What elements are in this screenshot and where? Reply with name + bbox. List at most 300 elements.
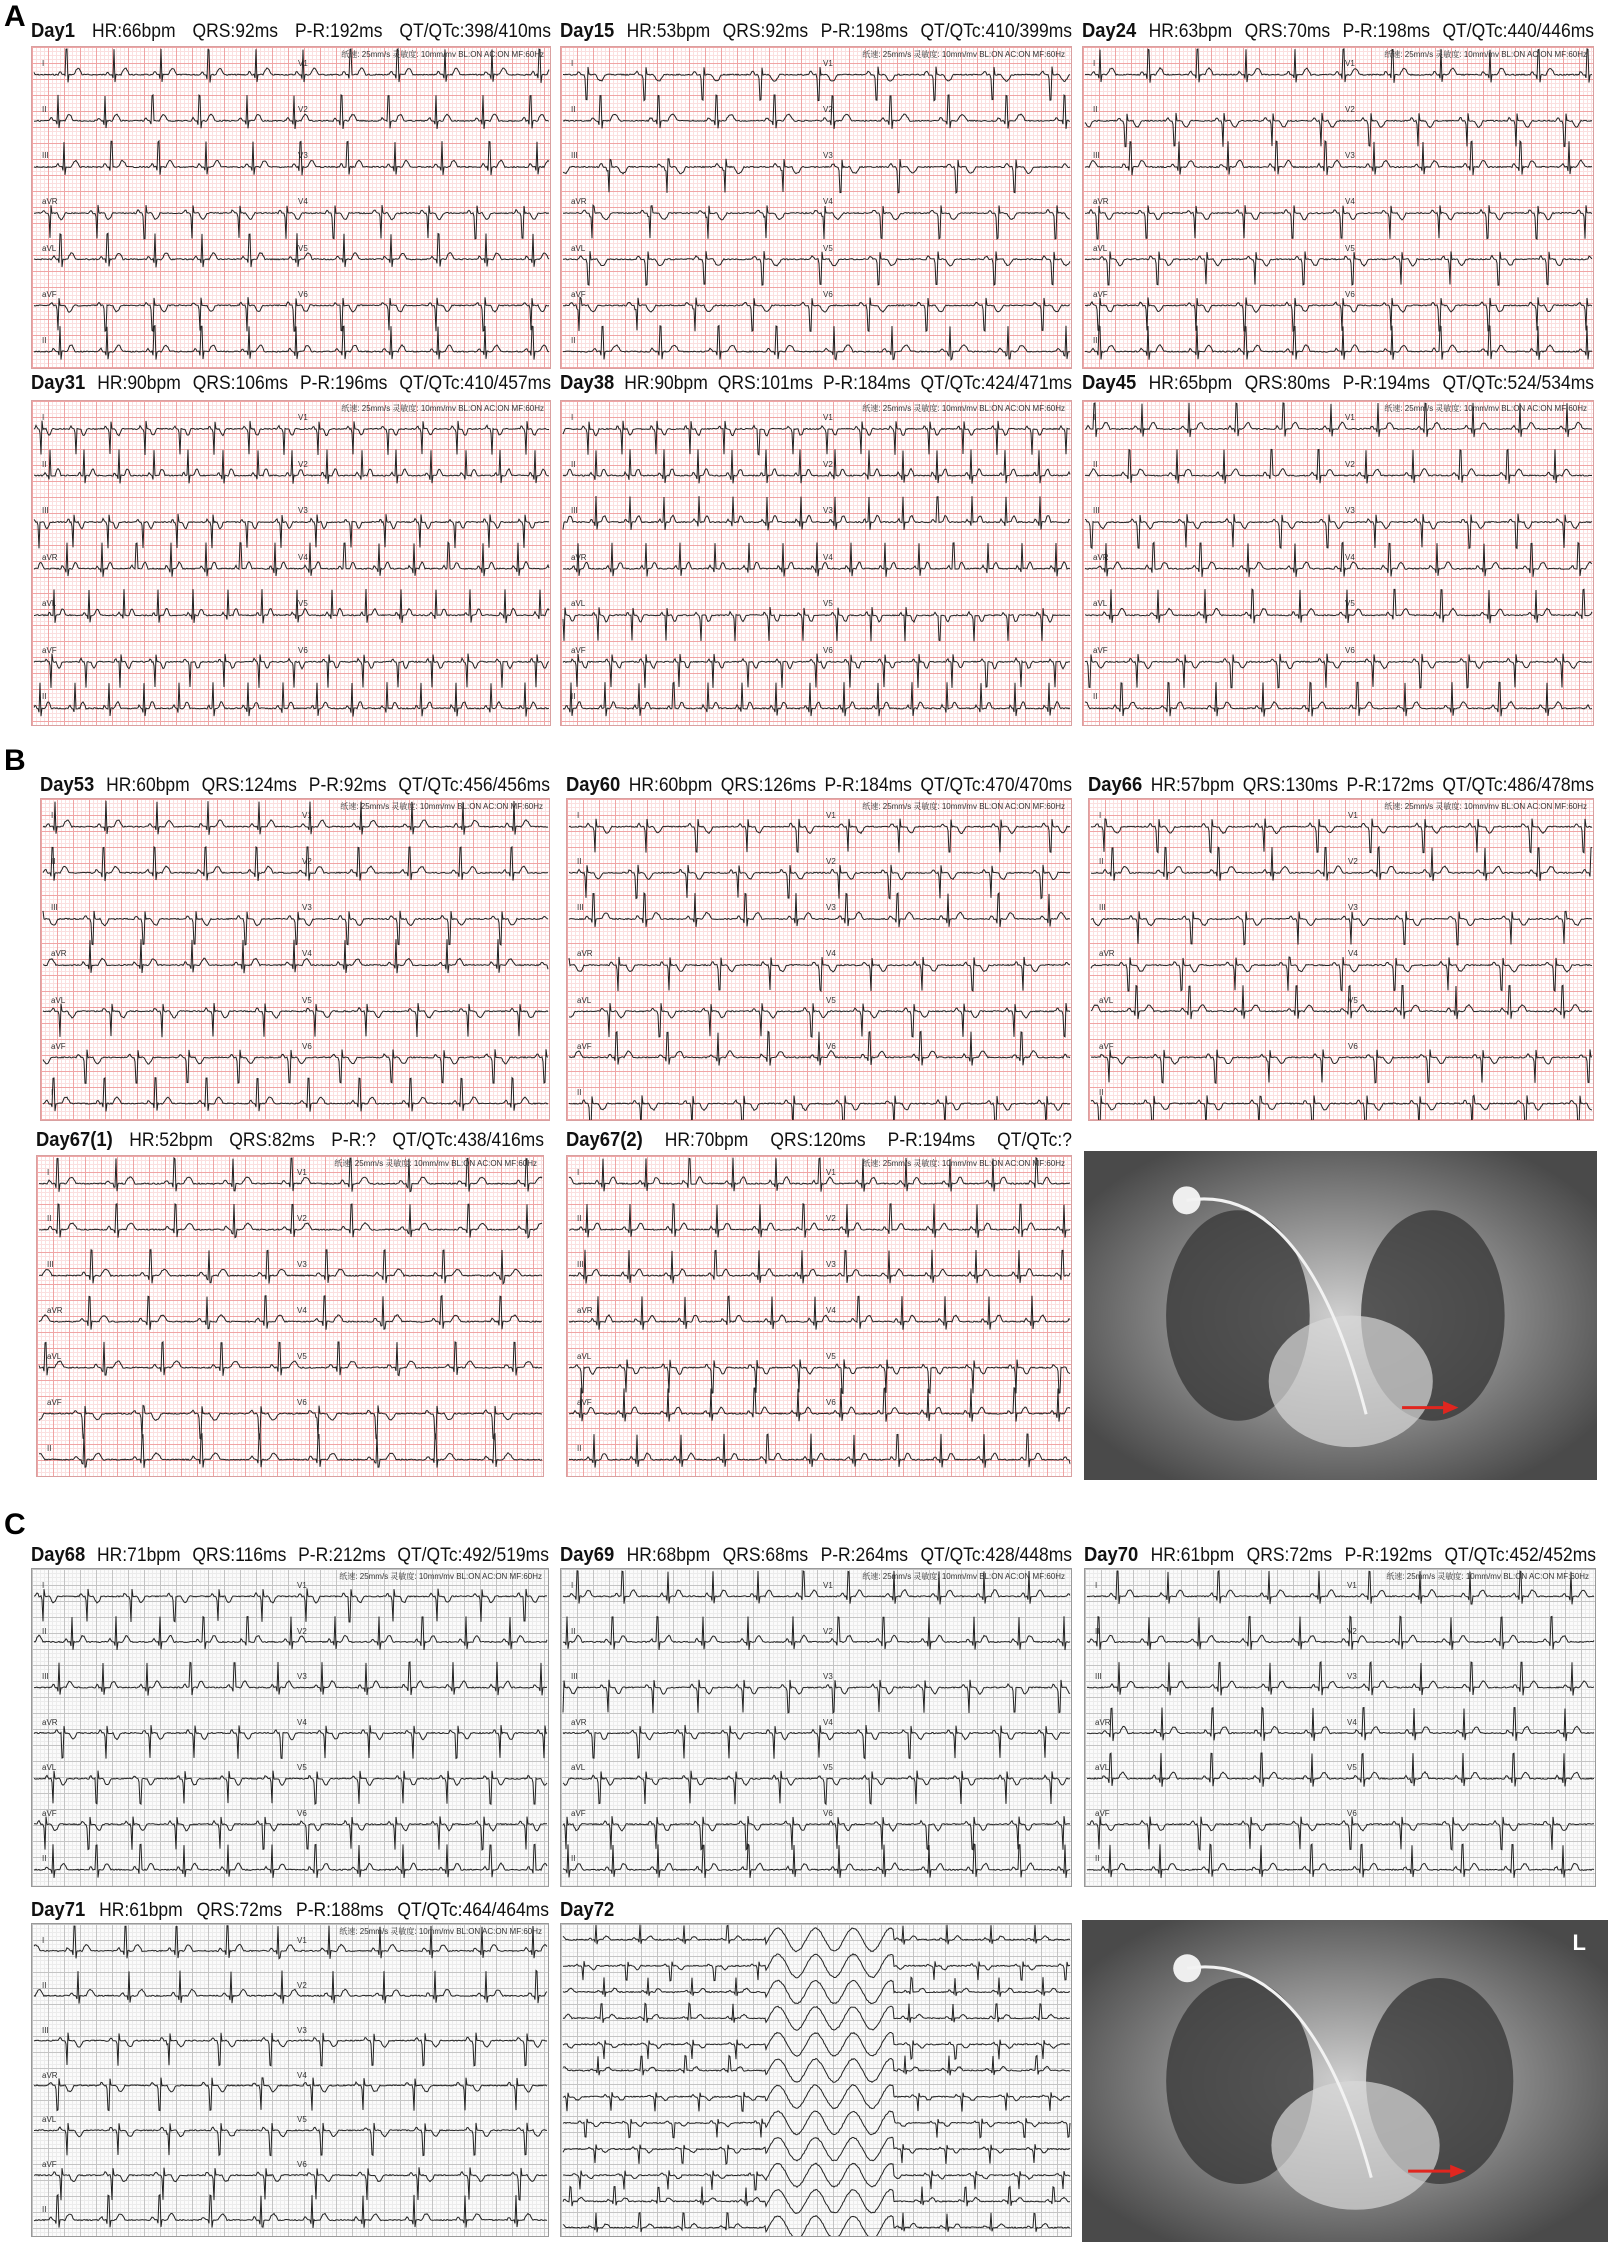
- lead-label: II: [42, 335, 47, 345]
- ecg-waveforms: [1083, 401, 1594, 726]
- lead-label: aVR: [51, 949, 67, 959]
- lead-trace: [563, 95, 1070, 129]
- ecg-qrs-label: QRS:120ms: [770, 1130, 866, 1151]
- lead-label: aVF: [1093, 289, 1108, 299]
- lead-trace: [34, 1771, 547, 1805]
- ecg-qrs-label: QRS:80ms: [1244, 373, 1331, 394]
- lead-label: I: [1095, 1581, 1098, 1590]
- lead-trace: [569, 893, 1070, 927]
- ecg-day-label: Day67(1): [36, 1129, 113, 1151]
- lead-trace: [43, 1049, 548, 1083]
- lead-label: V1: [298, 413, 308, 422]
- ecg-settings-text: 纸速: 25mm/s 灵敏度: 10mm/mv BL:ON AC:ON MF:60Hz: [862, 1572, 1065, 1581]
- lead-label: I: [47, 1168, 50, 1177]
- ecg-qt-label: QT/QTc:398/410ms: [399, 21, 551, 42]
- lead-label: V2: [1347, 1626, 1357, 1636]
- ecg-waveforms: [32, 1924, 549, 2237]
- ecg-day-label: Day60: [566, 774, 621, 796]
- lead-label: I: [571, 413, 574, 422]
- lead-trace: [1091, 847, 1592, 881]
- lead-label: III: [1093, 151, 1100, 161]
- ecg-waveforms: [37, 1156, 544, 1477]
- lead-label: II: [1095, 1626, 1100, 1636]
- lead-label: aVF: [571, 289, 586, 299]
- lead-trace: [1087, 1708, 1594, 1742]
- lead-trace: [563, 67, 1070, 101]
- ecg-qt-label: QT/QTc:464/464ms: [397, 1900, 549, 1921]
- lead-trace: [569, 1434, 1070, 1468]
- radiograph-image: [1084, 1151, 1597, 1480]
- lead-trace: [563, 1954, 1070, 1981]
- lead-trace: [34, 1816, 547, 1850]
- lead-trace: [34, 1662, 547, 1696]
- lead-label: V3: [302, 903, 312, 913]
- lead-trace: [1085, 403, 1592, 437]
- lead-label: II: [571, 1854, 576, 1864]
- ecg-settings-text: 纸速: 25mm/s 灵敏度: 10mm/mv BL:ON AC:ON MF:60Hz: [341, 404, 544, 413]
- lead-trace: [563, 1571, 1070, 1605]
- lead-label: V3: [1347, 1672, 1357, 1682]
- ecg-header: [40, 774, 550, 797]
- chest-xray-day67: [1084, 1151, 1597, 1480]
- ecg-tracing: [40, 798, 550, 1121]
- ecg-pr-label: P-R:194ms: [887, 1130, 976, 1151]
- lead-trace: [34, 233, 549, 267]
- ecg-qt-label: QT/QTc:524/534ms: [1442, 373, 1594, 394]
- ecg-qrs-label: QRS:130ms: [1242, 775, 1338, 796]
- lead-label: aVF: [571, 645, 586, 655]
- lead-trace: [39, 1296, 542, 1330]
- lead-trace: [563, 1771, 1070, 1805]
- lead-label: V4: [826, 1306, 836, 1315]
- lead-label: V3: [823, 151, 833, 161]
- ecg-header: [566, 774, 1072, 797]
- lead-trace: [569, 957, 1070, 991]
- lead-label: aVR: [571, 1717, 587, 1727]
- lead-label: aVR: [577, 1306, 593, 1315]
- lead-label: I: [1099, 811, 1102, 820]
- lead-trace: [43, 847, 548, 881]
- ecg-settings-text: 纸速: 25mm/s 灵敏度: 10mm/mv BL:ON AC:ON MF:60Hz: [862, 404, 1065, 413]
- ecg-qt-label: QT/QTc:452/452ms: [1444, 1545, 1596, 1566]
- lead-label: V2: [823, 459, 833, 469]
- lead-trace: [563, 607, 1070, 641]
- lead-trace: [563, 1616, 1070, 1650]
- ecg-settings-text: 纸速: 25mm/s 灵敏度: 10mm/mv BL:ON AC:ON MF:60Hz: [1386, 1572, 1589, 1581]
- ecg-header: [560, 1544, 1072, 1567]
- ecg-day-label: Day24: [1082, 20, 1137, 42]
- lead-trace: [563, 496, 1070, 530]
- lead-trace: [34, 2195, 547, 2228]
- lead-label: V4: [298, 552, 308, 562]
- lead-trace: [43, 1003, 548, 1037]
- ecg-day-label: Day45: [1082, 372, 1137, 394]
- lead-label: aVL: [42, 243, 57, 253]
- lead-label: V5: [1348, 995, 1358, 1005]
- lead-trace: [1085, 205, 1592, 239]
- lead-label: V5: [1345, 599, 1355, 609]
- lead-label: II: [42, 1980, 47, 1990]
- lead-label: V6: [826, 1041, 836, 1051]
- ecg-tracing: [566, 798, 1072, 1121]
- lead-label: V2: [1348, 857, 1358, 867]
- lead-label: I: [577, 1168, 580, 1177]
- ecg-qt-label: QT/QTc:470/470ms: [920, 775, 1072, 796]
- lead-label: II: [47, 1214, 52, 1223]
- ecg-hr-label: HR:65bpm: [1148, 373, 1233, 394]
- lead-label: II: [577, 1444, 582, 1453]
- lead-label: II: [1093, 335, 1098, 345]
- lead-label: I: [571, 59, 574, 68]
- lead-trace: [1087, 1662, 1594, 1696]
- lead-label: V1: [1348, 811, 1358, 820]
- ecg-day-label: Day1: [31, 20, 75, 42]
- lead-label: II: [571, 335, 576, 345]
- ecg-pr-label: P-R:172ms: [1346, 775, 1434, 796]
- lead-trace: [1085, 589, 1592, 623]
- lead-label: V2: [302, 857, 312, 867]
- ecg-header: [560, 1899, 652, 1922]
- lead-label: V3: [826, 903, 836, 913]
- ecg-qrs-label: QRS:101ms: [717, 373, 813, 394]
- lead-label: V1: [1347, 1581, 1357, 1590]
- ecg-header: [560, 372, 1072, 395]
- ecg-hr-label: HR:63bpm: [1148, 21, 1233, 42]
- ecg-hr-label: HR:71bpm: [97, 1545, 181, 1566]
- lead-label: aVR: [1095, 1717, 1111, 1727]
- lead-label: aVF: [47, 1398, 62, 1407]
- lead-label: I: [571, 1581, 574, 1590]
- ecg-qrs-label: QRS:126ms: [720, 775, 816, 796]
- lead-label: V3: [1345, 151, 1355, 161]
- lead-trace: [1085, 682, 1592, 716]
- ecg-waveforms: [41, 799, 550, 1121]
- lead-trace: [569, 1204, 1070, 1238]
- ecg-header: [1082, 372, 1594, 395]
- lead-trace: [39, 1434, 542, 1468]
- lead-label: II: [42, 105, 47, 115]
- lead-trace: [563, 2163, 1070, 2190]
- lead-label: aVL: [571, 599, 586, 609]
- ecg-day-label: Day31: [31, 372, 86, 394]
- lead-label: V4: [826, 949, 836, 959]
- lead-trace: [563, 543, 1070, 577]
- ecg-qt-label: QT/QTc:410/399ms: [920, 21, 1072, 42]
- lead-label: V4: [298, 197, 308, 207]
- lead-label: V1: [823, 1581, 833, 1590]
- lead-label: V3: [297, 1260, 307, 1269]
- lead-trace: [39, 1342, 542, 1376]
- ecg-qt-label: QT/QTc:424/471ms: [920, 373, 1072, 394]
- ecg-tracing: [560, 1923, 1072, 2237]
- ecg-hr-label: HR:68bpm: [626, 1545, 711, 1566]
- lead-trace: [569, 1296, 1070, 1330]
- lead-label: V1: [826, 1168, 836, 1177]
- ecg-day-label: Day72: [560, 1899, 615, 1921]
- lead-label: aVF: [42, 289, 57, 299]
- lead-trace: [1085, 326, 1592, 360]
- lead-label: III: [42, 506, 49, 516]
- ecg-header: [560, 20, 1072, 43]
- ecg-day-label: Day67(2): [566, 1129, 643, 1151]
- lead-label: aVL: [1093, 599, 1108, 609]
- ecg-waveforms: [567, 799, 1072, 1121]
- ecg-pr-label: P-R:184ms: [824, 775, 912, 796]
- ecg-header: [31, 1544, 549, 1567]
- ecg-pr-label: P-R:92ms: [308, 775, 387, 796]
- lead-label: III: [577, 1260, 584, 1269]
- lead-label: V3: [298, 151, 308, 161]
- lead-trace: [563, 1680, 1070, 1713]
- lead-trace: [563, 297, 1070, 331]
- ecg-day-label: Day71: [31, 1899, 86, 1921]
- lead-label: III: [571, 506, 578, 516]
- lead-trace: [34, 1616, 547, 1650]
- lead-label: V2: [297, 1214, 307, 1223]
- lead-label: V2: [823, 1626, 833, 1636]
- lead-trace: [34, 49, 549, 83]
- lead-trace: [1087, 1616, 1594, 1650]
- lead-label: II: [47, 1444, 52, 1453]
- lead-label: V1: [823, 413, 833, 422]
- lead-label: V4: [1345, 552, 1355, 562]
- lead-trace: [1091, 911, 1592, 945]
- lead-label: II: [42, 1626, 47, 1636]
- lead-label: aVL: [577, 995, 592, 1005]
- lead-trace: [563, 2032, 1070, 2059]
- ecg-waveforms: [32, 1569, 549, 1887]
- lead-label: I: [1093, 59, 1096, 68]
- lead-label: V6: [298, 289, 308, 299]
- lead-label: V3: [1348, 903, 1358, 913]
- lead-label: V5: [826, 995, 836, 1005]
- lead-label: V6: [826, 1398, 836, 1407]
- lead-trace: [34, 589, 549, 623]
- ecg-day-label: Day38: [560, 372, 615, 394]
- lead-label: III: [1095, 1672, 1102, 1682]
- ecg-hr-label: HR:90bpm: [97, 373, 181, 394]
- lead-label: V1: [823, 59, 833, 68]
- lead-label: V5: [297, 1763, 307, 1773]
- ecg-day-label: Day66: [1088, 774, 1143, 796]
- ecg-tracing: [36, 1155, 544, 1477]
- ecg-pr-label: P-R:184ms: [823, 373, 911, 394]
- lead-label: III: [571, 1672, 578, 1682]
- lead-trace: [563, 2085, 1070, 2112]
- lead-label: III: [571, 151, 578, 161]
- lead-label: III: [47, 1260, 54, 1269]
- lead-label: III: [51, 903, 58, 913]
- lead-trace: [1085, 113, 1592, 147]
- ecg-tracing: [31, 400, 551, 726]
- lead-label: III: [1093, 506, 1100, 516]
- lead-label: V4: [302, 949, 312, 959]
- ecg-pr-label: P-R:192ms: [295, 21, 383, 42]
- lead-label: aVF: [577, 1398, 592, 1407]
- ecg-pr-label: P-R:212ms: [298, 1545, 386, 1566]
- lead-trace: [34, 2123, 547, 2156]
- lead-label: II: [571, 105, 576, 115]
- lead-label: V4: [297, 1717, 307, 1727]
- lead-trace: [569, 1158, 1070, 1192]
- lead-trace: [563, 1925, 1070, 1952]
- lead-label: V4: [1345, 197, 1355, 207]
- lead-label: V1: [297, 1581, 307, 1590]
- lead-trace: [34, 450, 549, 484]
- lead-label: aVR: [1099, 949, 1115, 959]
- lead-trace: [569, 1095, 1070, 1121]
- lead-label: II: [571, 459, 576, 469]
- lead-trace: [39, 1204, 542, 1238]
- ecg-header: [31, 20, 551, 43]
- ecg-hr-label: HR:53bpm: [626, 21, 711, 42]
- lead-trace: [34, 141, 549, 175]
- radiograph-image: [1082, 1920, 1608, 2242]
- lead-label: V2: [1345, 105, 1355, 115]
- ecg-qt-label: QT/QTc:410/457ms: [399, 373, 551, 394]
- lead-label: V2: [826, 857, 836, 867]
- lead-label: aVF: [571, 1808, 586, 1818]
- lead-label: V6: [1345, 289, 1355, 299]
- lead-label: aVR: [42, 2070, 58, 2080]
- lead-label: II: [1093, 459, 1098, 469]
- panel-label-b: B: [4, 744, 26, 777]
- lead-label: V5: [297, 2115, 307, 2125]
- lead-label: V5: [298, 243, 308, 253]
- lead-label: II: [1099, 1087, 1104, 1097]
- lead-trace: [34, 421, 549, 455]
- lead-label: II: [577, 1087, 582, 1097]
- lead-label: V6: [823, 1808, 833, 1818]
- ecg-qrs-label: QRS:106ms: [192, 373, 288, 394]
- lead-trace: [34, 1971, 547, 2004]
- lead-label: aVR: [47, 1306, 63, 1315]
- ecg-pr-label: P-R:198ms: [1342, 21, 1431, 42]
- ecg-settings-text: 纸速: 25mm/s 灵敏度: 10mm/mv BL:ON AC:ON MF:60Hz: [339, 1927, 542, 1936]
- lead-trace: [563, 2213, 1070, 2237]
- ecg-hr-label: HR:61bpm: [99, 1900, 183, 1921]
- lead-trace: [1087, 1816, 1594, 1850]
- ecg-waveforms: [1089, 799, 1594, 1121]
- lead-trace: [34, 2078, 547, 2111]
- lead-label: V3: [823, 1672, 833, 1682]
- side-marker: L: [1572, 1930, 1586, 1955]
- ecg-header: [31, 372, 551, 395]
- lead-trace: [1085, 251, 1592, 285]
- lead-label: V1: [302, 811, 312, 820]
- ecg-pr-label: P-R:?: [331, 1130, 376, 1151]
- lead-label: V4: [297, 1306, 307, 1315]
- lead-label: I: [42, 1936, 45, 1945]
- lead-label: aVF: [42, 2160, 57, 2170]
- lead-label: aVL: [42, 599, 57, 609]
- lead-label: II: [1093, 692, 1098, 702]
- lead-trace: [34, 205, 549, 239]
- lead-label: aVR: [42, 552, 58, 562]
- lead-label: V2: [298, 459, 308, 469]
- lead-trace: [563, 1725, 1070, 1759]
- lead-label: II: [1099, 857, 1104, 867]
- lead-label: aVR: [42, 1717, 58, 1727]
- lead-trace: [569, 1359, 1070, 1393]
- lead-label: V6: [297, 1808, 307, 1818]
- lead-label: V4: [1347, 1717, 1357, 1727]
- lead-label: V6: [1348, 1041, 1358, 1051]
- ecg-hr-label: HR:90bpm: [624, 373, 708, 394]
- lead-label: II: [51, 1087, 56, 1097]
- lead-label: III: [42, 1672, 49, 1682]
- lead-label: aVL: [1099, 995, 1114, 1005]
- lead-trace: [1085, 514, 1592, 549]
- lead-label: II: [577, 857, 582, 867]
- ecg-header: [566, 1129, 1072, 1152]
- ecg-waveforms: [1085, 1569, 1596, 1887]
- lead-trace: [569, 1032, 1070, 1066]
- ecg-tracing: [560, 1568, 1072, 1887]
- lead-label: II: [571, 1626, 576, 1636]
- lead-label: II: [1093, 105, 1098, 115]
- lead-trace: [34, 95, 549, 129]
- ecg-qrs-label: QRS:116ms: [192, 1545, 287, 1566]
- lead-label: V5: [1345, 243, 1355, 253]
- lead-label: aVR: [571, 552, 587, 562]
- lead-label: V1: [826, 811, 836, 820]
- lead-trace: [39, 1405, 542, 1439]
- lead-label: V1: [297, 1168, 307, 1177]
- ecg-waveforms: [561, 1569, 1072, 1887]
- lead-label: aVF: [1095, 1808, 1110, 1818]
- panel-label-a: A: [4, 0, 26, 33]
- lead-label: aVL: [42, 1763, 57, 1773]
- ecg-day-label: Day15: [560, 20, 615, 42]
- ecg-settings-text: 纸速: 25mm/s 灵敏度: 10mm/mv BL:ON AC:ON MF:60Hz: [334, 1159, 537, 1168]
- lead-label: II: [42, 2205, 47, 2215]
- ecg-waveforms: [561, 1924, 1072, 2237]
- lead-trace: [563, 2003, 1070, 2030]
- lead-label: aVF: [42, 645, 57, 655]
- ecg-settings-text: 纸速: 25mm/s 灵敏度: 10mm/mv BL:ON AC:ON MF:60Hz: [1384, 50, 1587, 59]
- lead-label: V3: [297, 1672, 307, 1682]
- ecg-qrs-label: QRS:72ms: [196, 1900, 283, 1921]
- lead-trace: [34, 1926, 547, 1959]
- ecg-settings-text: 纸速: 25mm/s 灵敏度: 10mm/mv BL:ON AC:ON MF:60Hz: [339, 1572, 542, 1581]
- ecg-day-label: Day53: [40, 774, 95, 796]
- ecg-day-label: Day68: [31, 1544, 86, 1566]
- lead-trace: [563, 421, 1070, 455]
- lead-label: V2: [1345, 459, 1355, 469]
- ecg-waveforms: [561, 47, 1072, 369]
- lead-label: II: [42, 692, 47, 702]
- lead-label: aVL: [571, 243, 586, 253]
- ecg-tracing: [31, 1923, 549, 2237]
- lead-trace: [569, 1250, 1070, 1284]
- ecg-header: [1084, 1544, 1596, 1567]
- lead-trace: [563, 2111, 1070, 2138]
- lead-trace: [34, 1725, 547, 1759]
- lead-label: I: [577, 811, 580, 820]
- lead-label: aVL: [51, 995, 66, 1005]
- lead-label: V6: [297, 2160, 307, 2170]
- ecg-qrs-label: QRS:92ms: [722, 21, 809, 42]
- lead-label: V6: [298, 645, 308, 655]
- chest-xray-day72: [1082, 1920, 1608, 2242]
- lead-trace: [1087, 1753, 1594, 1787]
- ecg-waveforms: [567, 1156, 1072, 1477]
- lead-label: V3: [826, 1260, 836, 1269]
- lead-label: aVL: [1095, 1763, 1110, 1773]
- ecg-waveforms: [561, 401, 1072, 726]
- lead-label: aVF: [1099, 1041, 1114, 1051]
